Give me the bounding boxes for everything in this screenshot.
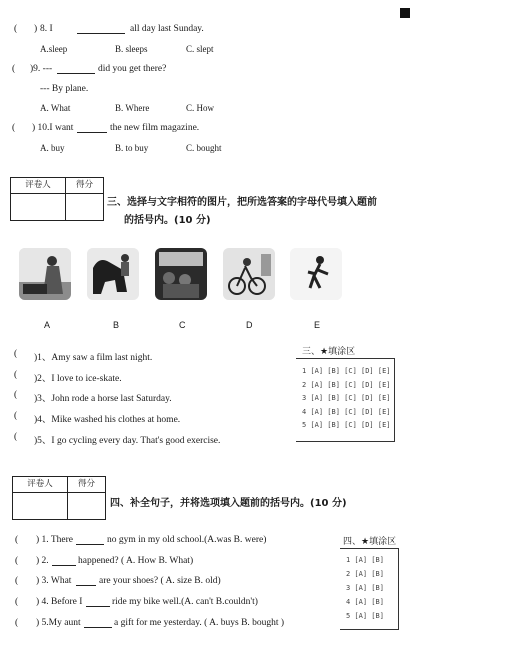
option-b: B. sleeps <box>115 44 148 54</box>
answer-blank[interactable] <box>57 73 95 74</box>
answer-paren[interactable]: ( <box>15 576 19 586</box>
option-c: C. bought <box>186 143 222 153</box>
fill-row[interactable]: 2 [A] [B] <box>346 570 384 578</box>
fill-area <box>340 548 399 630</box>
answer-paren[interactable]: ( <box>14 24 18 34</box>
item-text: happened? ( A. How B. What) <box>78 556 194 566</box>
item-text: are your shoes? ( A. size B. old) <box>99 576 221 586</box>
option-a: A. buy <box>40 143 65 153</box>
answer-paren[interactable]: ( <box>15 618 19 628</box>
item-text: )5、I go cycling every day. That's good exercise. <box>34 436 221 446</box>
answer-paren[interactable]: ( <box>12 64 16 74</box>
fill-area <box>296 358 395 442</box>
fill-row[interactable]: 5 [A] [B] <box>346 612 384 620</box>
answer-blank[interactable] <box>77 33 125 34</box>
answer-paren[interactable]: ( <box>14 432 18 442</box>
cycling-image <box>223 248 275 300</box>
fill-row[interactable]: 5 [A] [B] [C] [D] [E] <box>302 421 391 429</box>
woman-washing-clothes-image <box>19 248 71 300</box>
picture-label: E <box>314 320 321 330</box>
answer-blank[interactable] <box>76 585 96 586</box>
item-text: )4、Mike washed his clothes at home. <box>34 415 181 425</box>
corner-marker <box>400 8 410 18</box>
section-4-title: 四、补全句子，并将选项填入题前的括号内。(10 分) <box>110 498 347 509</box>
section-3-title: 三、选择与文字相符的图片，把所选答案的字母代号填入题前 <box>107 197 377 208</box>
fill-row[interactable]: 4 [A] [B] <box>346 598 384 606</box>
answer-paren[interactable]: ( <box>15 597 19 607</box>
answer-blank[interactable] <box>86 606 110 607</box>
fill-row[interactable]: 2 [A] [B] [C] [D] [E] <box>302 380 391 389</box>
grader-field[interactable] <box>13 493 68 519</box>
option-c: C. slept <box>186 44 214 54</box>
picture-label: B <box>113 320 120 330</box>
item-text: ) 4. Before I <box>36 597 83 607</box>
people-watching-film-image <box>155 248 207 300</box>
picture-label: D <box>246 320 253 330</box>
question-text: the new film magazine. <box>110 123 200 133</box>
fill-row[interactable]: 1 [A] [B] <box>346 556 384 564</box>
answer-paren[interactable]: ( <box>14 390 18 400</box>
fill-area-title: 四、★填涂区 <box>343 537 397 547</box>
option-a: A. What <box>40 103 71 113</box>
answer-blank[interactable] <box>76 544 104 545</box>
answer-blank[interactable] <box>52 565 76 566</box>
option-c: C. How <box>186 103 215 113</box>
question-text: )9. --- <box>30 64 53 74</box>
grader-field[interactable] <box>11 194 66 220</box>
man-riding-horse-image <box>87 248 139 300</box>
section-3-subtitle: 的括号内。(10 分) <box>124 215 211 226</box>
score-field[interactable] <box>68 493 105 519</box>
item-text: a gift for me yesterday. ( A. buys B. bought ) <box>114 618 285 628</box>
question-number: ) <box>34 24 38 34</box>
dialog-answer: --- By plane. <box>40 84 89 94</box>
picture-label: A <box>44 320 51 330</box>
score-label: 得分 <box>75 180 93 190</box>
fill-row[interactable]: 3 [A] [B] <box>346 584 384 592</box>
answer-paren[interactable]: ( <box>12 123 16 133</box>
item-text: )2、I love to ice-skate. <box>34 374 122 384</box>
item-text: ) 1. There <box>36 535 74 545</box>
question-text: ) 10.I want <box>32 123 74 133</box>
option-b: B. to buy <box>115 143 149 153</box>
question-text: all day last Sunday. <box>130 24 204 34</box>
answer-paren[interactable]: ( <box>15 556 19 566</box>
fill-area-title: 三、★填涂区 <box>302 347 356 357</box>
item-text: )1、Amy saw a film last night. <box>34 353 153 363</box>
grader-label: 评卷人 <box>13 477 68 492</box>
answer-paren[interactable]: ( <box>14 349 18 359</box>
option-b: B. Where <box>115 103 150 113</box>
item-text: )3、John rode a horse last Saturday. <box>34 394 172 404</box>
score-label: 得分 <box>77 479 95 489</box>
ice-skating-image <box>290 248 342 300</box>
score-field[interactable] <box>66 194 103 220</box>
question-text: did you get there? <box>98 64 167 74</box>
question-text: 8. I <box>40 24 53 34</box>
answer-paren[interactable]: ( <box>15 535 19 545</box>
item-text: no gym in my old school.(A.was B. were) <box>107 535 267 545</box>
fill-row[interactable]: 4 [A] [B] [C] [D] [E] <box>302 407 391 416</box>
option-a: A.sleep <box>40 44 68 54</box>
score-box <box>10 177 104 221</box>
answer-blank[interactable] <box>84 627 112 628</box>
answer-blank[interactable] <box>77 132 107 133</box>
item-text: ) 2. <box>36 556 49 566</box>
answer-paren[interactable]: ( <box>14 370 18 380</box>
item-text: ride my bike well.(A. can't B.couldn't) <box>112 597 258 607</box>
fill-row[interactable]: 3 [A] [B] [C] [D] [E] <box>302 394 391 402</box>
fill-row[interactable]: 1 [A] [B] [C] [D] [E] <box>302 367 391 375</box>
item-text: ) 5.My aunt <box>36 618 81 628</box>
picture-label: C <box>179 320 186 330</box>
item-text: ) 3. What <box>36 576 72 586</box>
answer-paren[interactable]: ( <box>14 411 18 421</box>
grader-label: 评卷人 <box>11 178 66 193</box>
score-box <box>12 476 106 520</box>
